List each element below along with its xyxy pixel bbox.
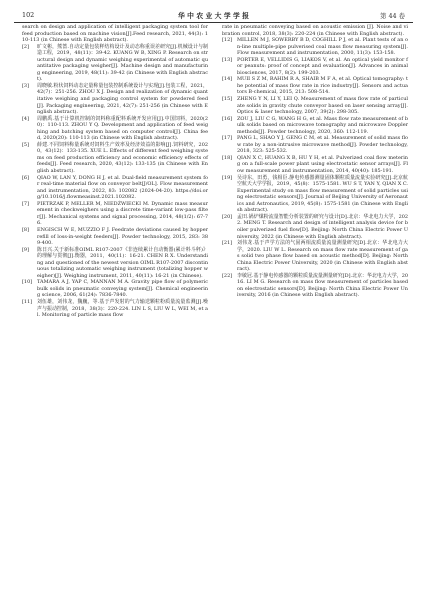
reference-text: 孟田.锅炉煤粉流量智能分析装置的研究与设计[D].北京：华北电力大学，2022. MENG T. Research and design of intelligent analysis device for boiler pulverized fuel flow[D]. Beijing: North China Electric Power University, 2022 (in Chinese with English abstract). (237, 213, 408, 240)
reference-number: [7] (22, 200, 29, 207)
reference-text: ENGISCH W E, MUZZIO F J. Feedrate deviations caused by hopper refill of loss-in-weight feeders[J]. Powder technology, 2015, 283: 389-400. (37, 226, 208, 247)
reference-number: [2] (22, 43, 29, 50)
reference-entry (222, 76, 408, 96)
reference-entry (222, 57, 408, 77)
reference-text: MUII S Z M, RAHIM R A, SHAIB M F A, et al. Optical tomography: the potential of mass flow rate in rice industry[J]. Sensors and actuators B-chemical, 2015, 213: 508-514. (237, 76, 408, 96)
reference-text: ZOU J, LIU C G, WANG H G, et al. Mass flow rate measurement of bulk solids based on microwave tomography and microwave Doppler methods[J]. Powder technology, 2020, 360: 112-119. (237, 115, 408, 135)
reference-entry (222, 135, 408, 155)
reference-continuation: rate in pneumatic conveying based on acoustic emission [J]. Noise and vibration control, 2018, 38(3): 220-224 (in Chinese with English abstract). (222, 24, 408, 37)
reference-entry (222, 240, 408, 273)
reference-number: [18] (222, 154, 233, 161)
reference-entry (22, 227, 208, 247)
reference-number: [9] (22, 246, 29, 253)
reference-entry (22, 279, 208, 299)
reference-text: TAMARA A J, YAP C, MANNAN M A. Gravity pipe flow of polymeric bulk solids in pneumatic conveying system[J]. Chemical engineering science, 2006, 61(24): 7836-7840. (37, 279, 208, 299)
reference-text: 李敏冠.基于静电传感器的颗粒质量流量测量研究[D].北京：华北电力大学，2016. LI M G. Research on mass flow measurement of particles based on electrostatic sensors[D]. Beijing: North China Electric Power University, 2016 (in Chinese with English abstract). (237, 272, 408, 299)
reference-text: 周鹏禹.基于计算机控制的饲料称重配料系统开发应用[J].中国饲料，2020(20)：110-113. ZHOU Y Q. Development and application of feed weighing and batching system based on computer control[J]. China feed, 2020(20): 110-113 (in Chinese with English abstract). (37, 115, 208, 142)
reference-entry (22, 175, 208, 201)
reference-number: [21] (222, 240, 233, 247)
reference-entry (222, 37, 408, 57)
reference-entry (222, 273, 408, 299)
reference-entry (222, 214, 408, 240)
reference-number: [14] (222, 76, 233, 83)
reference-number: [11] (22, 298, 33, 305)
reference-text: PANG L, SHAO Y J, GENG C M, et al. Measurement of solid mass flow rate by a non-intrusive microwave method[J]. Powder technology, 2018, 323: 525-532. (237, 135, 408, 155)
reference-number: [17] (222, 135, 233, 142)
reference-text: ZHENG Y N, LI Y, LEI Q. Measurement of mass flow rate of particulate solids in gravity chute conveyor based on laser sensing array[J]. Optics & laser technology, 2007, 39(2): 298-305. (237, 96, 408, 116)
reference-entry (22, 44, 208, 83)
reference-text: QIAO W, LAN Y, DONG H J, et al. Dual-field measurement system for real-time material flow on conveyor belt[J/OL]. Flow measurement and instrumentation, 2022, 83: 102082 (2024-04-20). https://doi.org/10.1016/j.flowmeasinst.2021.102082. (37, 174, 208, 201)
reference-text: 陈日兴.关于新标准OIML R107-2007《非连续累计自动衡器(累计料斗秤)》的理解与贯彻[J].衡器，2011，40(11)：16-21. CHEN R X. Understanding and questioned of the newest version OIML R107-2007 discontinuous totalizing automatic weighing instrument (totalizing hopper weigher)[J]. Weighing instrument, 2011, 40(11): 16-21 (in Chinese). (37, 246, 208, 279)
reference-text: 刘伍雄，刘伟龙，魏巍，等.基于声发射的气力输送颗粒粉质量流量监测[J].噪声与振动控制，2018，38(3)：220-224. LIN L S, LIU W L, WEI M, et al. Monitoring of particle mass flow (37, 298, 208, 319)
reference-text: PORTER E, VELLIDIS G, LIAKOS V, et al. An optical yield monitor for peanuts: proof of concept and evaluation[J]. Advances in animal biosciences, 2017, 8(2): 199-203. (237, 56, 408, 76)
reference-entry (222, 116, 408, 136)
reference-text: PIETRZAK P, MELLER M, NIEDŹWIECKI M. Dynamic mass measurement in checkweighers using a discrete time-variant low-pass filter[J]. Mechanical systems and signal processing, 2014, 48(1/2): 67-76. (37, 200, 208, 227)
reference-text: 旷文彬，熊蔷.自动定量包装秤结构设计及动态称重误差研究[J].机械设计与制造工程，2019，48(11)：39-42. KUANG W B, XING P. Research on structural design and dynamic weighing experimental of automatic quantitative packaging weigher[J]. Machine design and manufacturing engineering, 2019, 48(11): 39-42 (in Chinese with English abstract). (37, 43, 208, 83)
reference-entry (222, 175, 408, 214)
reference-text: 周晓敏.粉状饲料动态定量称量包装控制系统设计与实现[J].包装工程，2021，42(7)：251-256. ZHOU X J. Design and realization of dynamic quantitative weighing and packaging control system for powdered feed[J]. Packaging engineering, 2021, 42(7): 251-256 (in Chinese with English abstract). (37, 82, 208, 116)
reference-entry (22, 299, 208, 319)
page-number: 102 (22, 11, 35, 19)
left-column (22, 24, 208, 589)
reference-number: [5] (22, 141, 29, 148)
reference-number: [19] (222, 174, 233, 181)
volume-label: 第 44 卷 (380, 12, 405, 20)
reference-entry (222, 155, 408, 175)
reference-number: [13] (222, 56, 233, 63)
reference-entry (22, 201, 208, 227)
reference-number: [15] (222, 96, 233, 103)
reference-text: 刘伟龙.基于声学方法的气固两相流质量流量测量研究[D].北京：华北电力大学，2020. LIU W L. Research on mass flow rate measurement of gas solid two phase flow based on acoustic method[D]. Beijing: North China Electric Power University, 2020 (in Chinese with English abstract). (237, 240, 408, 273)
reference-entry (222, 96, 408, 116)
reference-list-right (222, 37, 408, 299)
reference-text: MILLEN M J, SOWERBY B D, COGHILL P J, et al. Plant tests of an on-line multiple-pipe pulverised coal mass flow measuring system[J]. Flow measurement and instrumentation, 2000, 11(3): 153-158. (237, 37, 408, 57)
reference-continuation: search on design and application of intelligent packaging system tool for feed production based on machine vision[J].Feed research, 2021, 44(3): 110-113 (in Chinese with English abstract). (22, 24, 208, 44)
reference-text: QIAN X C, HUANG X B, HU Y H, et al. Pulverized coal flow metering on a full-scale power plant using electrostatic sensor arrays[J]. Flow measurement and instrumentation, 2014, 40(40): 185-191. (237, 154, 408, 175)
reference-entry (22, 247, 208, 280)
reference-number: [10] (22, 279, 33, 286)
reference-number: [22] (222, 272, 233, 279)
reference-entry (22, 142, 208, 175)
reference-number: [16] (222, 115, 233, 122)
reference-text: 薛建.不同饲料称量系统对饲料生产效率及经济效益的影响[J].饲料研究，2020，43(12)：133-135. XUE L. Effects of different feed weighing systems on feed production efficiency and economic efficiency effects of feeds[J]. Feed research, 2020, 43(12): 133-135 (in Chinese with English abstract). (37, 141, 208, 175)
reference-text: 吴诗东，田勇，钱相臣.静电传感器测量固体颗粒质量流量实验研究[J].北京航空航天大学学报，2019，45(8)：1575-1581. WU S T, YAN Y, QIAN X C. Experimental study on mass flow measurement of solid particles using electrostatic sensors[J]. Journal of Beijing University of Aeronautics and Astronautics, 2019, 45(8): 1575-1581 (in Chinese with English abstract). (237, 174, 408, 214)
reference-number: [4] (22, 115, 29, 122)
reference-number: [20] (222, 213, 233, 220)
journal-title: 华 中 农 业 大 学 学 报 (178, 12, 249, 20)
page-header (14, 10, 413, 23)
reference-number: [8] (22, 226, 29, 233)
reference-entry (22, 83, 208, 116)
reference-list-left (22, 44, 208, 319)
reference-number: [6] (22, 174, 29, 181)
reference-number: [12] (222, 37, 233, 44)
reference-number: [3] (22, 82, 29, 89)
right-column (222, 24, 408, 589)
reference-entry (22, 116, 208, 142)
